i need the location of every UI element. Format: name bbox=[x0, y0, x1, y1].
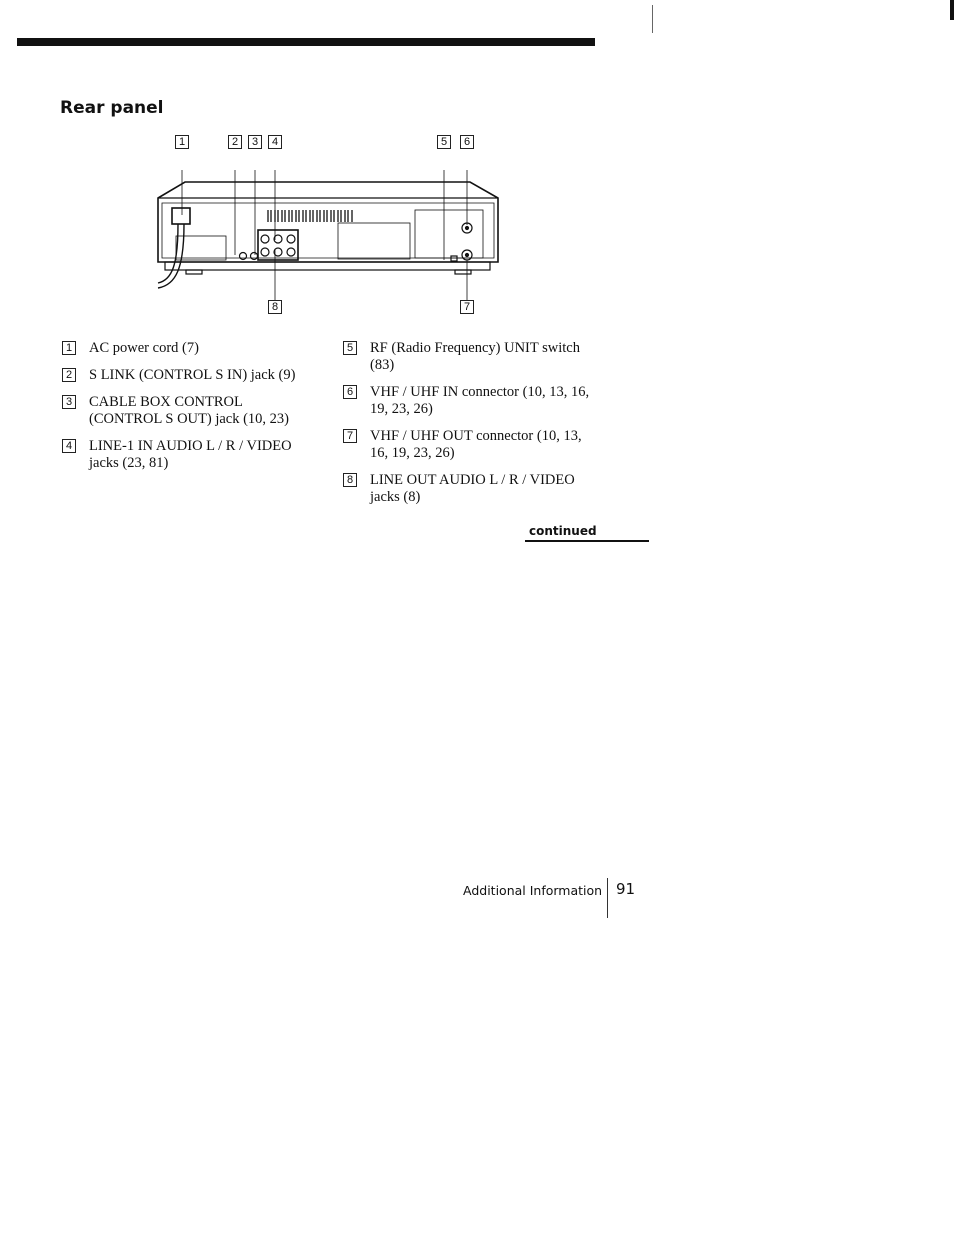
callout-4: 4 bbox=[268, 135, 282, 149]
header-rule bbox=[17, 38, 595, 46]
page-number: 91 bbox=[616, 880, 636, 898]
page-edge-mark bbox=[950, 0, 954, 20]
callout-7: 7 bbox=[460, 300, 474, 314]
callout-2: 2 bbox=[228, 135, 242, 149]
callout-6: 6 bbox=[460, 135, 474, 149]
callout-1: 1 bbox=[175, 135, 189, 149]
scan-mark bbox=[652, 5, 653, 33]
footer-separator bbox=[607, 878, 608, 918]
callout-8: 8 bbox=[268, 300, 282, 314]
callout-5: 5 bbox=[437, 135, 451, 149]
vcr-rear-panel-diagram bbox=[150, 170, 510, 300]
continued-rule bbox=[525, 540, 649, 542]
footer-section-label: Additional Information bbox=[463, 883, 603, 898]
continued-label: continued bbox=[529, 524, 597, 538]
callout-3: 3 bbox=[248, 135, 262, 149]
section-title: Rear panel bbox=[60, 98, 164, 118]
